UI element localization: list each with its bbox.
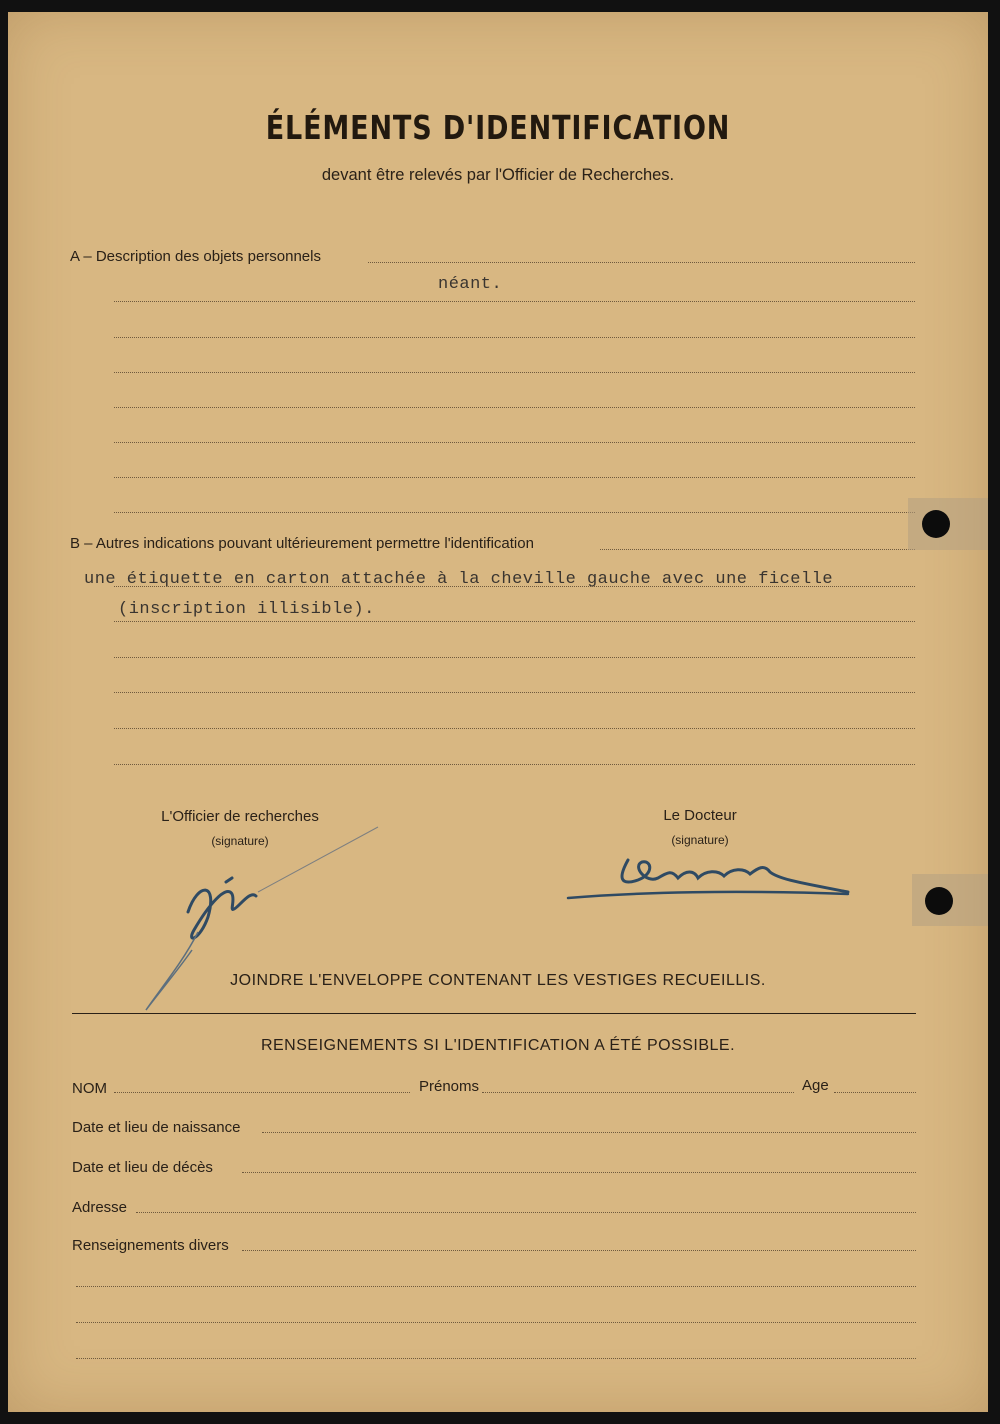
- naissance-field-line: [262, 1132, 916, 1133]
- identification-heading: RENSEIGNEMENTS SI L'IDENTIFICATION A ÉTÉ POSSIBLE.: [260, 1037, 736, 1054]
- section-b-line-5: [114, 692, 915, 693]
- section-b-line-4: [114, 657, 915, 658]
- divers-field-line-2: [76, 1286, 916, 1287]
- section-b-line-1: [600, 549, 915, 550]
- prenoms-label: Prénoms: [419, 1078, 480, 1095]
- section-b-line-7: [114, 764, 915, 765]
- deces-label: Date et lieu de décès: [72, 1159, 213, 1176]
- instruction-text: JOINDRE L'ENVELOPPE CONTENANT LES VESTIGES RECUEILLIS.: [230, 972, 766, 989]
- divers-field-line-4: [76, 1358, 916, 1359]
- nom-label: NOM: [72, 1080, 107, 1097]
- binder-hole-lower: [925, 887, 953, 915]
- section-a-label: A – Description des objets personnels: [70, 248, 321, 265]
- nom-field-line: [114, 1092, 410, 1093]
- officer-signature-caption: L'Officier de recherches: [161, 808, 319, 825]
- deces-field-line: [242, 1172, 916, 1173]
- prenoms-field-line: [482, 1092, 794, 1093]
- officer-signature-scribble: [128, 822, 388, 1022]
- section-b-line-2: [114, 586, 915, 587]
- form-subtitle: devant être relevés par l'Officier de Recherches.: [321, 166, 675, 184]
- section-a-line-1: [368, 262, 915, 263]
- section-b-typed-line-2: (inscription illisible).: [118, 600, 375, 619]
- doctor-signature-scribble: [558, 840, 858, 910]
- section-a-line-6: [114, 442, 915, 443]
- form-title: ÉLÉMENTS D'IDENTIFICATION: [265, 108, 731, 147]
- form-page: [8, 12, 988, 1412]
- divers-field-line-3: [76, 1322, 916, 1323]
- divers-label: Renseignements divers: [72, 1237, 229, 1254]
- doctor-signature-caption: Le Docteur: [663, 807, 737, 824]
- binder-hole-upper: [922, 510, 950, 538]
- section-a-line-3: [114, 337, 915, 338]
- section-a-line-2: [114, 301, 915, 302]
- divers-field-line-1: [242, 1250, 916, 1251]
- section-b-typed-line-1: une étiquette en carton attachée à la cheville gauche avec une ficelle: [84, 570, 834, 589]
- section-a-line-8: [114, 512, 915, 513]
- section-b-line-6: [114, 728, 915, 729]
- doctor-signature-subcaption: (signature): [671, 833, 729, 847]
- section-a-line-7: [114, 477, 915, 478]
- section-a-line-4: [114, 372, 915, 373]
- section-a-typed-value: néant.: [438, 275, 503, 294]
- section-b-label: B – Autres indications pouvant ultérieurement permettre l'identification: [70, 535, 534, 552]
- age-label: Age: [802, 1077, 829, 1094]
- section-b-line-3: [114, 621, 915, 622]
- age-field-line: [834, 1092, 916, 1093]
- adresse-label: Adresse: [72, 1199, 128, 1216]
- adresse-field-line: [136, 1212, 916, 1213]
- section-divider: [72, 1013, 916, 1014]
- naissance-label: Date et lieu de naissance: [72, 1119, 241, 1136]
- section-a-line-5: [114, 407, 915, 408]
- officer-signature-subcaption: (signature): [211, 834, 269, 848]
